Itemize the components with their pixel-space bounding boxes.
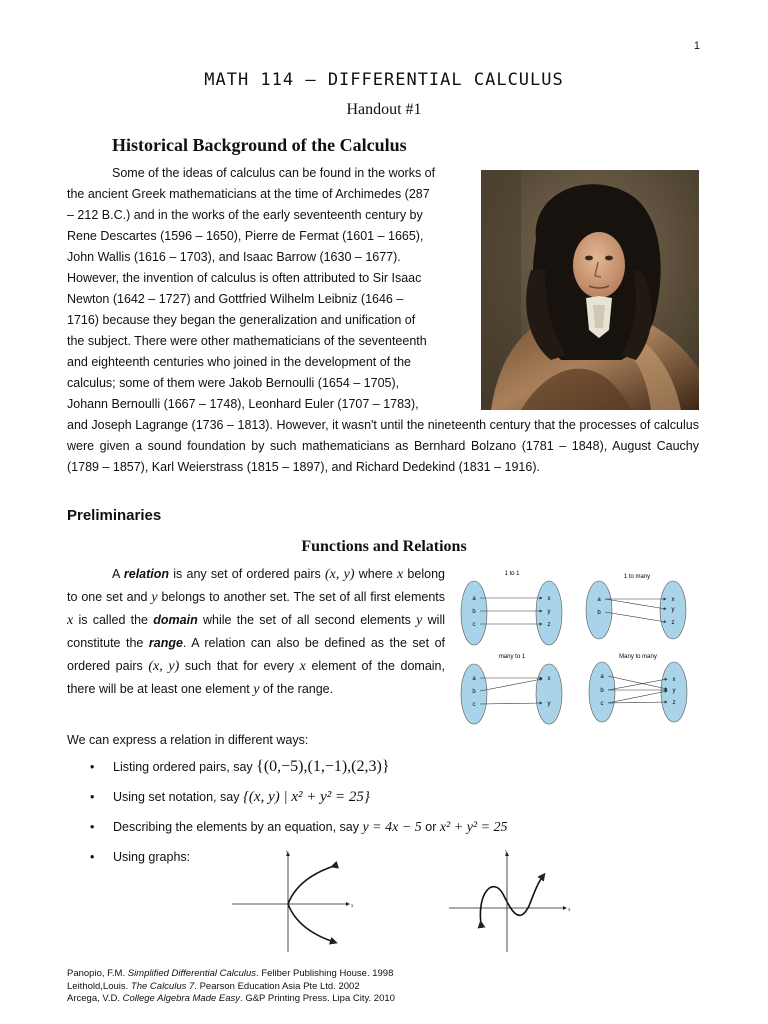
svg-text:a: a [600, 674, 604, 680]
label-one-to-many: 1 to many [623, 574, 651, 580]
label-many-to-many: Many to many [619, 654, 657, 660]
history-line: John Wallis (1616 – 1703), and Isaac Barrow (1630 – 1677). [67, 250, 401, 264]
svg-text:b: b [472, 609, 476, 615]
svg-text:z: z [547, 622, 551, 628]
svg-text:a: a [472, 596, 476, 602]
functions-relations-heading: Functions and Relations [301, 538, 467, 555]
svg-text:y: y [671, 607, 675, 613]
graph-parabola-svg [228, 848, 358, 954]
svg-text:x: x [547, 676, 551, 682]
axis-y-label: y [286, 850, 289, 855]
svg-text:a: a [472, 676, 476, 682]
express-intro: We can express a relation in different ways: [67, 733, 309, 747]
history-line: Newton (1642 – 1727) and Gottfried Wilhelm Leibniz (1646 – [67, 292, 404, 306]
handout-label: Handout #1 [346, 101, 422, 118]
math-set-notation: {(x, y) | x² + y² = 25} [242, 789, 370, 805]
history-line: Rene Descartes (1596 – 1650), Pierre de Fermat (1601 – 1665), [67, 229, 424, 243]
svg-text:y: y [547, 701, 551, 707]
axis-x-label: x [568, 908, 571, 913]
reference-item: Arcega, V.D. College Algebra Made Easy. G&P Printing Press. Lipa City. 2010 [67, 993, 395, 1004]
label-one-to-one: 1 to 1 [504, 571, 520, 577]
svg-text:b: b [472, 689, 476, 695]
axis-x-label: x [351, 904, 354, 909]
term-range: range [148, 636, 183, 650]
reference-item: Panopio, F.M. Simplified Differential Calculus. Feliber Publishing House. 1998 [67, 968, 394, 979]
math-equation-1: y = 4x − 5 [362, 820, 422, 835]
history-line: Johann Bernoulli (1667 – 1748), Leonhard Euler (1707 – 1783), [67, 397, 419, 411]
label-many-to-one: many to 1 [498, 654, 526, 660]
graph-parabola [228, 848, 358, 954]
term-domain: domain [153, 613, 198, 627]
svg-text:x: x [672, 677, 676, 683]
mapping-svg [456, 566, 706, 736]
history-line: the ancient Greek mathematicians at the time of Archimedes (287 [67, 187, 430, 201]
references [67, 968, 395, 1006]
svg-text:b: b [597, 610, 601, 616]
math-equation-2: x² + y² = 25 [439, 820, 508, 835]
svg-text:c: c [600, 701, 604, 707]
history-line: the subject. There were other mathematicians of the seventeenth [67, 334, 427, 348]
mapping-diagrams [456, 566, 706, 736]
history-line: Some of the ideas of calculus can be found in the works of [112, 166, 436, 180]
history-line: However, the invention of calculus is often attributed to Sir Isaac [67, 271, 422, 285]
math-listing: {(0,−5),(1,−1),(2,3)} [256, 758, 390, 775]
svg-text:y: y [547, 609, 551, 615]
graph-cubic [445, 848, 575, 954]
history-line: 1716) because they began the generalization and unification of [67, 313, 416, 327]
history-paragraph [67, 163, 699, 478]
relation-paragraph: A relation is any set of ordered pairs (x, y) where x belong to one set and y belongs to another set. The set of all first elements x is called the domain while the set of all second elements y will constitute the range. A relation can also be defined as the set of ordered pairs (x, y) such that for every x element of the domain, there will be at least one element y of the range. [67, 567, 446, 697]
axis-y-label: y [505, 850, 508, 855]
section-heading: Historical Background of the Calculus [112, 135, 407, 155]
svg-text:x: x [671, 597, 675, 603]
history-line: calculus; some of them were Jakob Bernoulli (1654 – 1705), [67, 376, 400, 390]
reference-item: Leithold,Louis. The Calculus 7. Pearson Education Asia Pte Ltd. 2002 [67, 980, 360, 992]
svg-text:z: z [671, 620, 675, 626]
preliminaries-heading: Preliminaries [67, 507, 162, 524]
term-relation: relation [123, 567, 170, 581]
list-item: • Using set notation, say {(x, y) | x² + y² = 25} [90, 786, 508, 816]
course-title: MATH 114 – DIFFERENTIAL CALCULUS [204, 70, 564, 90]
history-tail: and Joseph Lagrange (1736 – 1813). However, it wasn't until the nineteenth century that the processes of calculus were given a sound foundation by such mathematicians as Bernhard Bolzano (1781 – 1848), August Cauchy (1789 – 1857), Karl Weierstrass (1815 – 1897), and Richard Dedekind (1831 – 1916). [67, 418, 699, 474]
history-line: – 212 B.C.) and in the works of the early seventeenth century by [67, 208, 423, 222]
svg-text:b: b [600, 688, 604, 694]
page-number: 1 [693, 40, 700, 52]
svg-text:z: z [672, 700, 676, 706]
svg-text:x: x [547, 596, 551, 602]
svg-text:c: c [472, 622, 476, 628]
svg-text:y: y [672, 688, 676, 694]
list-item: • Describing the elements by an equation, say y = 4x − 5 or x² + y² = 25 [90, 816, 508, 846]
list-item: • Listing ordered pairs, say {(0,−5),(1,−1),(2,3)} [90, 756, 508, 786]
graph-cubic-svg [445, 848, 575, 954]
list-item: • Using graphs: [90, 846, 508, 876]
svg-text:a: a [597, 597, 601, 603]
history-line: and eighteenth centuries who joined in the development of the [67, 355, 411, 369]
svg-text:c: c [472, 702, 476, 708]
